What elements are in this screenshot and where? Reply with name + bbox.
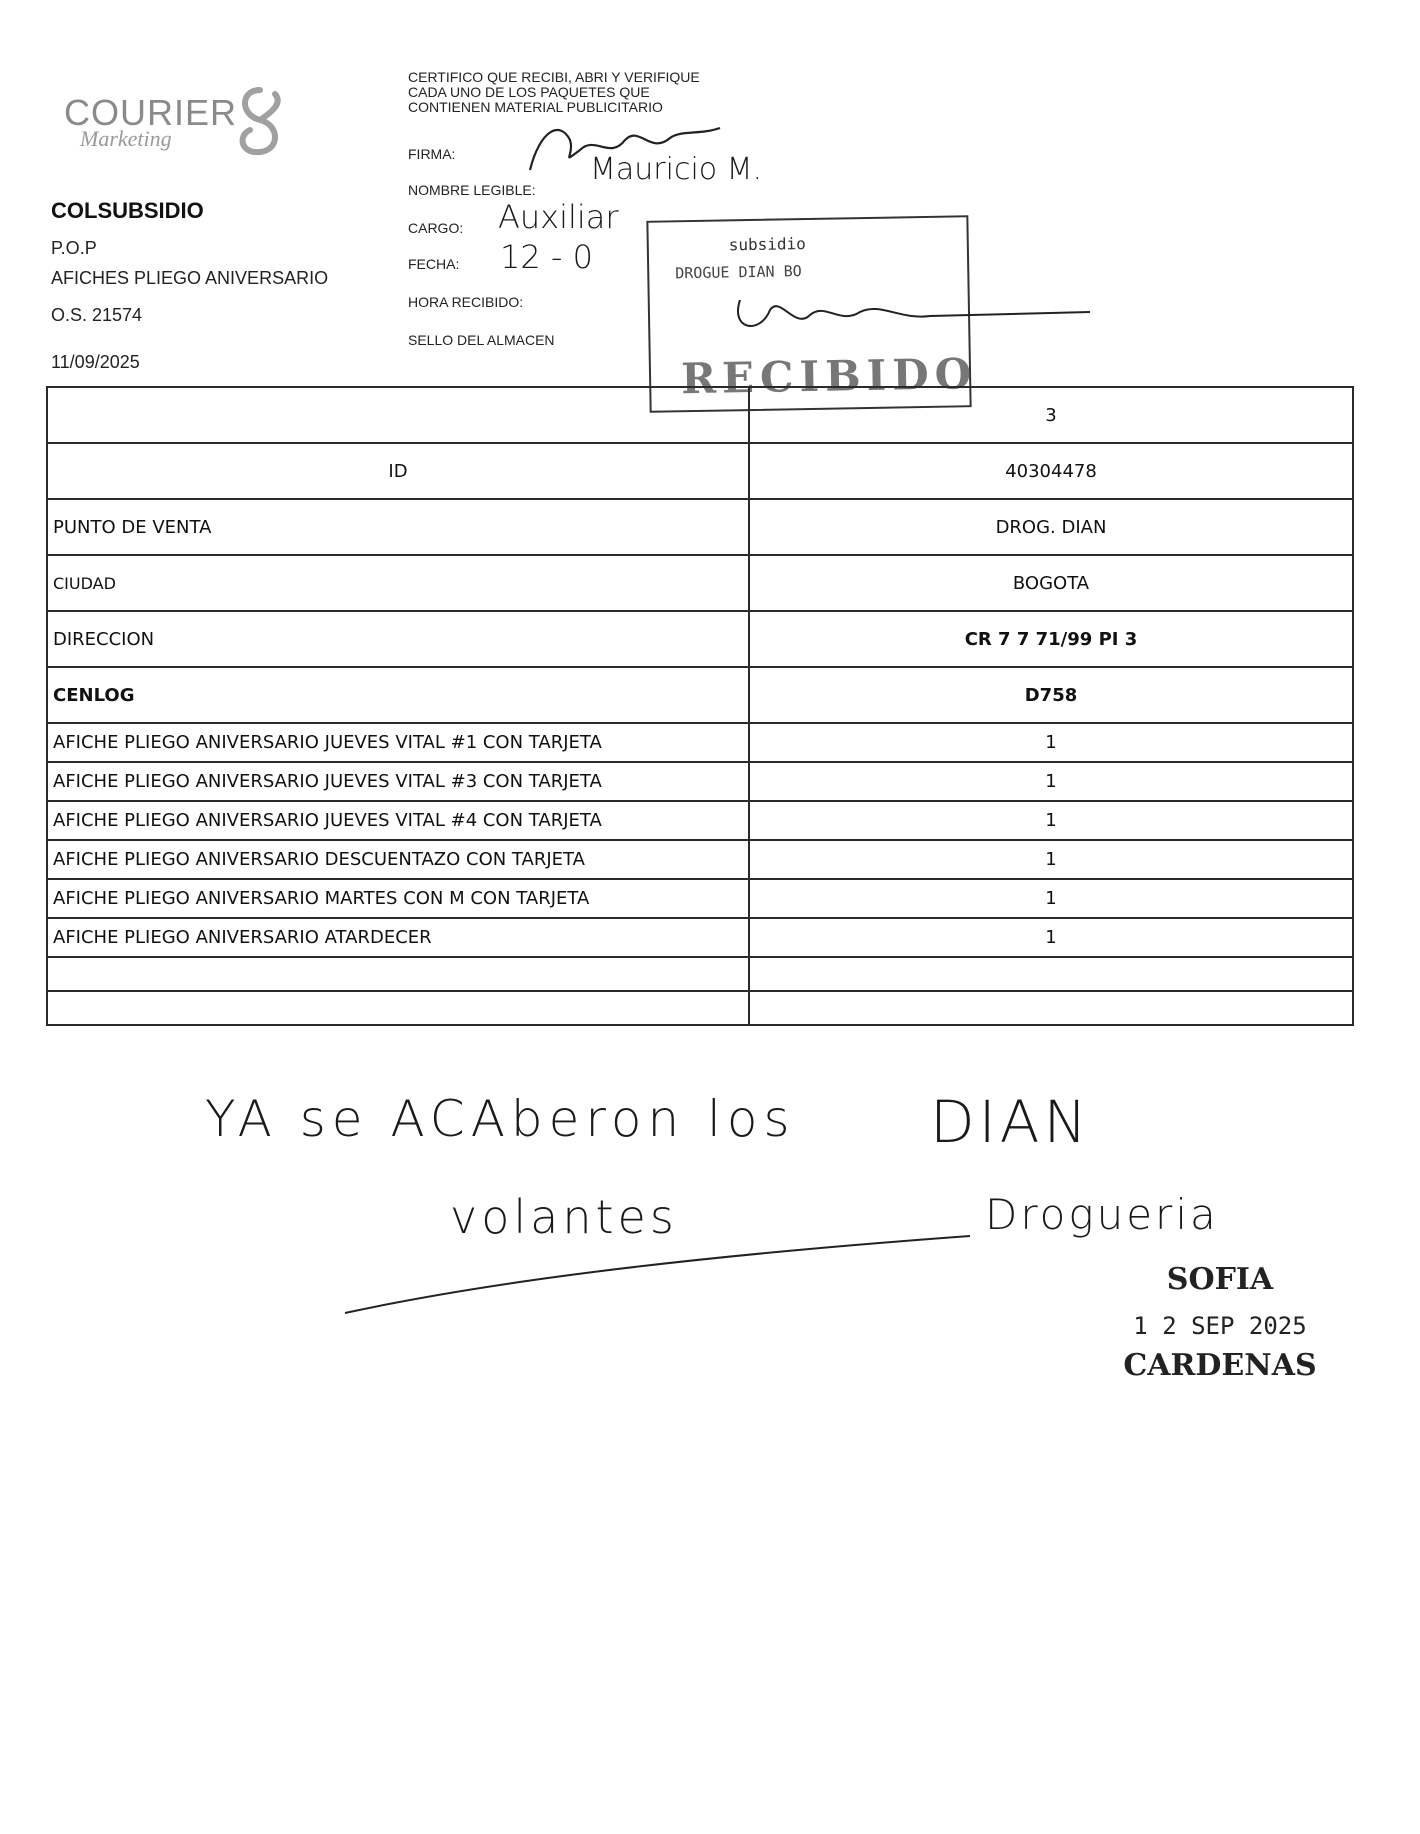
table-cell-empty: [47, 991, 749, 1025]
handwritten-note-drogueria: Drogueria: [985, 1190, 1219, 1239]
table-row: [47, 611, 1353, 667]
table-row: [47, 499, 1353, 555]
certification-text: [408, 70, 768, 115]
stamp-word: RECIBIDO: [680, 349, 978, 404]
cargo-value: Auxiliar: [498, 198, 619, 236]
item-qty: 1: [749, 840, 1353, 879]
table-row: [47, 667, 1353, 723]
header-date: 11/09/2025: [51, 352, 140, 372]
table-cell-empty: [47, 387, 749, 443]
header-line-campaign: AFICHES PLIEGO ANIVERSARIO: [51, 268, 329, 288]
fecha-value: 12 - 0: [500, 238, 593, 276]
sello-label: SELLO DEL ALMACEN: [408, 332, 555, 348]
handwritten-note-dian: DIAN: [930, 1088, 1091, 1156]
row-value-direccion: CR 7 7 71/99 PI 3: [749, 611, 1353, 667]
table-row: [47, 443, 1353, 499]
date-stamp-name-1: SOFIA: [1166, 1262, 1274, 1297]
row-value-ciudad: BOGOTA: [749, 555, 1353, 611]
item-label: AFICHE PLIEGO ANIVERSARIO DESCUENTAZO CON TARJETA: [47, 840, 749, 879]
fecha-label: FECHA:: [408, 256, 460, 272]
client-name: COLSUBSIDIO: [51, 198, 204, 223]
table-row: [47, 957, 1353, 991]
row-label-punto: PUNTO DE VENTA: [47, 499, 749, 555]
row-label-ciudad: CIUDAD: [47, 555, 749, 611]
ampersand-icon: [220, 80, 300, 160]
table-row: [47, 801, 1353, 840]
item-label: AFICHE PLIEGO ANIVERSARIO JUEVES VITAL #3 CON TARJETA: [47, 762, 749, 801]
cargo-label: CARGO:: [408, 220, 464, 236]
date-stamp-date: 1 2 SEP 2025: [1133, 1312, 1307, 1340]
item-label: AFICHE PLIEGO ANIVERSARIO MARTES CON M CON TARJETA: [47, 879, 749, 918]
row-value-cenlog: D758: [749, 667, 1353, 723]
package-count: 3: [749, 387, 1353, 443]
stamp-signature-mark: [700, 290, 1100, 350]
stamp-drogueria: DROGUE DIAN BO: [675, 262, 802, 283]
handwritten-note-line-2: volantes: [450, 1190, 678, 1244]
item-qty: 1: [749, 879, 1353, 918]
cert-line-3: CONTIENEN MATERIAL PUBLICITARIO: [408, 99, 663, 115]
hora-label: HORA RECIBIDO:: [408, 294, 524, 310]
firma-label: FIRMA:: [408, 146, 456, 162]
item-qty: 1: [749, 723, 1353, 762]
row-value-punto: DROG. DIAN: [749, 499, 1353, 555]
item-qty: 1: [749, 801, 1353, 840]
id-label: ID: [47, 443, 749, 499]
stamp-header: subsidio: [728, 234, 806, 255]
row-label-cenlog: CENLOG: [47, 667, 749, 723]
nombre-value: Mauricio M.: [590, 152, 763, 187]
item-qty: 1: [749, 762, 1353, 801]
table-row: [47, 387, 1353, 443]
logo-sub: Marketing: [80, 126, 172, 151]
underline-stroke: [340, 1228, 980, 1318]
order-number: O.S. 21574: [51, 305, 143, 325]
date-stamp-name-2: CARDENAS: [1123, 1348, 1317, 1383]
table-cell-empty: [47, 957, 749, 991]
item-label: AFICHE PLIEGO ANIVERSARIO JUEVES VITAL #4 CON TARJETA: [47, 801, 749, 840]
table-row: [47, 918, 1353, 957]
table-row: [47, 555, 1353, 611]
logo-word: COURIER: [64, 92, 238, 133]
courier-logo: [60, 78, 290, 158]
cert-line-1: CERTIFICO QUE RECIBI, ABRI Y VERIFIQUE: [408, 69, 700, 85]
table-row: [47, 840, 1353, 879]
cert-line-2: CADA UNO DE LOS PAQUETES QUE: [408, 84, 650, 100]
item-label: AFICHE PLIEGO ANIVERSARIO ATARDECER: [47, 918, 749, 957]
handwritten-note-line-1: YA se ACAberon los: [205, 1090, 796, 1148]
table-row: [47, 723, 1353, 762]
row-label-direccion: DIRECCION: [47, 611, 749, 667]
nombre-label: NOMBRE LEGIBLE:: [408, 182, 536, 198]
item-label: AFICHE PLIEGO ANIVERSARIO JUEVES VITAL #1 CON TARJETA: [47, 723, 749, 762]
delivery-table: [46, 386, 1354, 1026]
table-row: [47, 762, 1353, 801]
header-line-pop: P.O.P: [51, 238, 97, 258]
table-cell-empty: [749, 991, 1353, 1025]
id-value: 40304478: [749, 443, 1353, 499]
table-cell-empty: [749, 957, 1353, 991]
table-row: [47, 879, 1353, 918]
table-row: [47, 991, 1353, 1025]
item-qty: 1: [749, 918, 1353, 957]
